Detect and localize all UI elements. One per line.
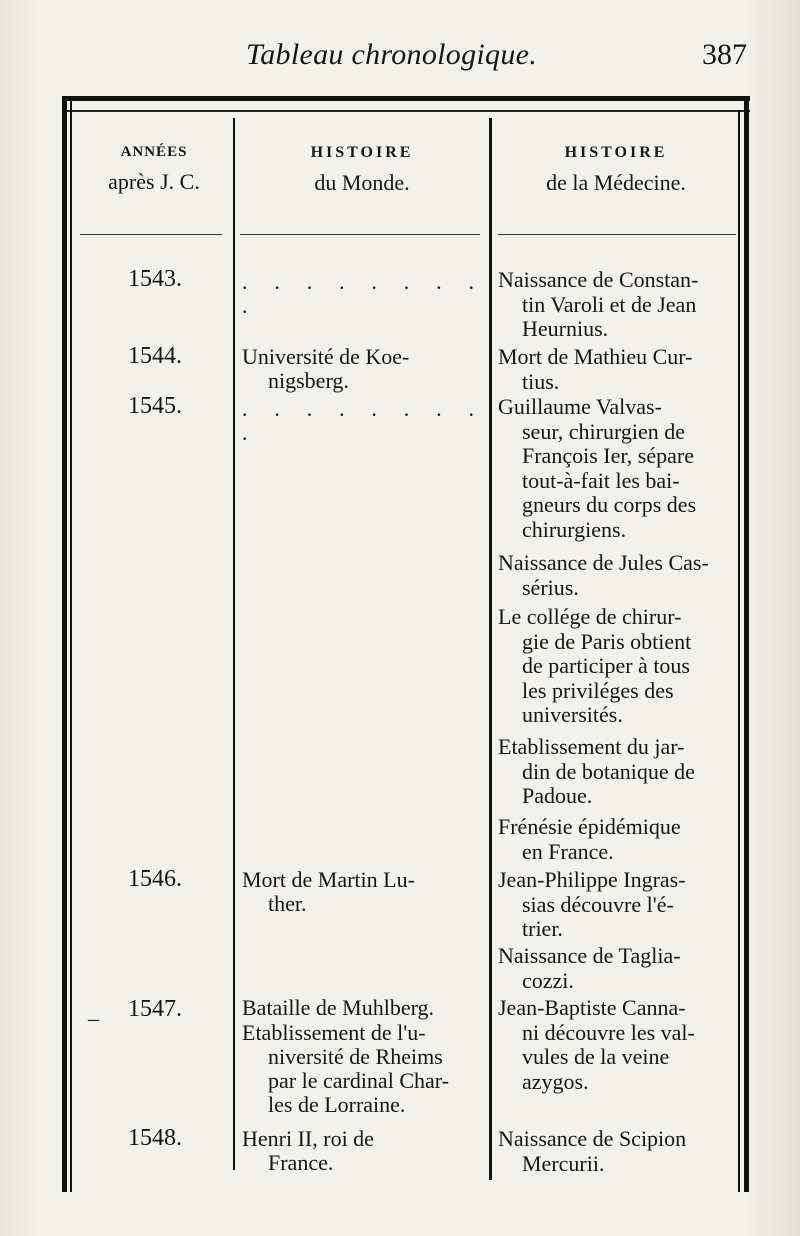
margin-dash: _ [88, 998, 99, 1023]
entry-line: Mort de Martin Lu- [242, 867, 415, 892]
column-header-world [238, 144, 486, 196]
entry-line: sias découvre l'é- [522, 891, 674, 917]
medicine-entry-1547-cannani [498, 996, 738, 1094]
medicine-entry-1545-valvasseur [498, 395, 738, 543]
entry-line: tout-à-fait les bai- [522, 467, 680, 493]
column-divider-2 [489, 118, 492, 1180]
header-rule-years [80, 234, 222, 235]
entry-line: Guillaume Valvas- [498, 394, 662, 419]
table-border-right-inner [738, 110, 740, 1192]
page-number: 387 [702, 38, 747, 71]
medicine-entry-1545-padoue [498, 735, 738, 809]
entry-line: France. [268, 1150, 334, 1175]
year-1545: 1545. [128, 393, 182, 419]
column-header-medicine [496, 144, 736, 196]
running-head [0, 30, 800, 80]
entry-line: cozzi. [522, 967, 574, 993]
entry-line: Etablissement de l'u- [242, 1020, 426, 1045]
entry-line: niversité de Rheims [268, 1044, 443, 1069]
entry-line: Etablissement du jar- [498, 734, 685, 759]
entry-line: Jean-Baptiste Canna- [498, 995, 686, 1020]
entry-line: en France. [522, 838, 614, 864]
world-placeholder-dots: . . . . . . . . . [242, 396, 484, 445]
world-entry-1544 [242, 345, 484, 393]
entry-line: universités. [522, 702, 623, 728]
column-header-world-subtitle: du Monde. [314, 170, 410, 195]
column-header-years [76, 144, 232, 195]
entry-line: Naissance de Scipion [498, 1126, 687, 1151]
column-header-years-title: ANNÉES [120, 144, 188, 160]
entry-line: Mercurii. [522, 1150, 605, 1176]
entry-line: Naissance de Constan- [498, 267, 699, 292]
entry-line: par le cardinal Char- [268, 1068, 449, 1093]
medicine-entry-1546-ingrassias [498, 868, 738, 942]
table-border-left [62, 100, 67, 1192]
entry-line: François Ier, sépare [522, 443, 694, 469]
world-entry-1546 [242, 868, 484, 916]
entry-line: Le collége de chirur- [498, 604, 682, 629]
world-entry-1547-muhlberg [242, 996, 484, 1020]
entry-line: tius. [522, 368, 560, 394]
entry-line: tin Varoli et de Jean [522, 291, 697, 317]
entry-line: de participer à tous [522, 653, 690, 679]
entry-line: Naissance de Jules Cas- [498, 550, 709, 575]
column-header-medicine-subtitle: de la Médecine. [546, 170, 686, 195]
entry-line: ni découvre les val- [522, 1019, 695, 1045]
entry-line: nigsberg. [268, 368, 349, 393]
entry-line: les priviléges des [522, 677, 674, 703]
medicine-entry-1543 [498, 268, 738, 342]
entry-line: Heurnius. [522, 316, 609, 342]
year-1547: 1547. [128, 996, 182, 1022]
entry-line: din de botanique de [522, 758, 695, 784]
entry-line: vules de la veine [522, 1044, 670, 1070]
page-title: Tableau chronologique. [246, 38, 538, 71]
entry-line: trier. [522, 916, 563, 942]
entry-line: Frénésie épidémique [498, 814, 681, 839]
header-rule-world [240, 234, 480, 235]
medicine-entry-1544 [498, 345, 738, 394]
column-divider-1 [233, 118, 235, 1170]
column-header-world-title: HISTOIRE [310, 144, 414, 161]
year-1546: 1546. [128, 866, 182, 892]
entry-line: gneurs du corps des [522, 492, 697, 518]
entry-line: Henri II, roi de [242, 1126, 374, 1151]
entry-line: Naissance de Taglia- [498, 943, 681, 968]
year-1543: 1543. [128, 266, 182, 292]
entry-line: seur, chirurgien de [522, 418, 686, 444]
entry-line: Bataille de Muhlberg. [242, 995, 435, 1020]
entry-line: sérius. [522, 574, 579, 600]
medicine-entry-1545-college [498, 605, 738, 728]
entry-line: Université de Koe- [242, 344, 410, 369]
world-entry-1548 [242, 1127, 484, 1175]
world-entry-1547-rheims [242, 1021, 484, 1117]
entry-line: ther. [268, 891, 307, 916]
medicine-entry-1548 [498, 1127, 738, 1176]
medicine-entry-1546-tagliacozzi [498, 944, 738, 993]
world-placeholder-dots: . . . . . . . . . [242, 269, 484, 318]
entry-line: chirurgiens. [522, 516, 627, 542]
entry-line: Padoue. [522, 783, 593, 809]
entry-line: Mort de Mathieu Cur- [498, 344, 693, 369]
entry-line: Jean-Philippe Ingras- [498, 867, 686, 892]
world-entry-1543 [242, 270, 484, 318]
world-entry-1545 [242, 397, 484, 445]
table-top-rule [62, 96, 750, 112]
entry-line: gie de Paris obtient [522, 628, 692, 654]
table-border-right [744, 100, 749, 1192]
year-1548: 1548. [128, 1125, 182, 1151]
table-border-left-inner [70, 100, 72, 1192]
column-header-medicine-title: HISTOIRE [564, 144, 668, 161]
entry-line: les de Lorraine. [268, 1092, 406, 1117]
year-1544: 1544. [128, 343, 182, 369]
medicine-entry-1545-frenesie [498, 815, 738, 864]
header-rule-medicine [498, 234, 736, 235]
column-header-years-subtitle: après J. C. [108, 169, 200, 194]
medicine-entry-1545-casserius [498, 551, 738, 600]
entry-line: azygos. [522, 1068, 589, 1094]
